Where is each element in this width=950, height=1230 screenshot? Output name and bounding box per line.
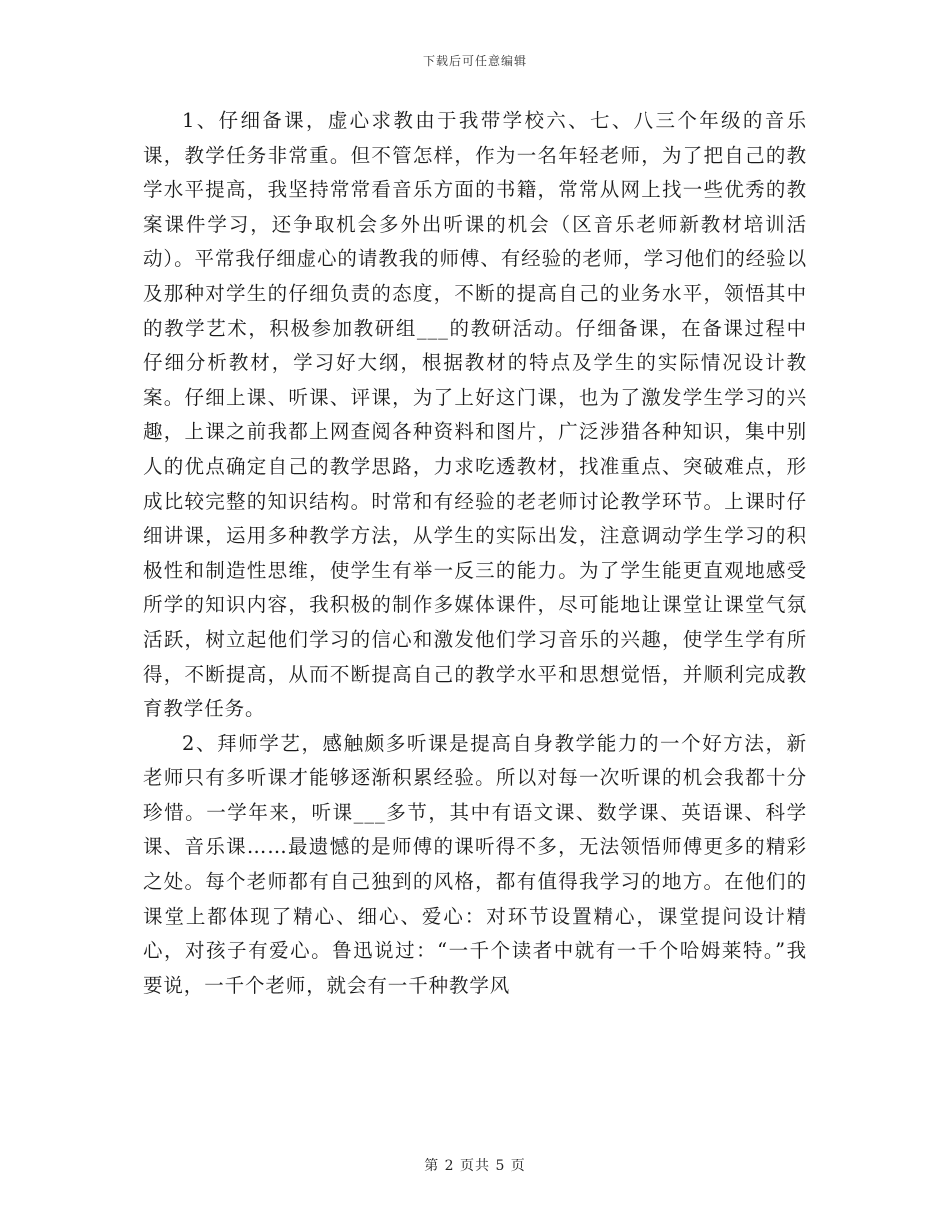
document-body bbox=[143, 104, 807, 1003]
paragraph-2: 2、拜师学艺，感触颇多听课是提高自身教学能力的一个好方法，新老师只有多听课才能够逐渐积累经验。所以对每一次听课的机会我都十分珍惜。一学年来，听课___多节，其中有语文课、数学课、英语课、科学课、音乐课……最遗憾的是师傅的课听得不多，无法领悟师傅更多的精彩之处。每个老师都有自己独到的风格，都有值得我学习的地方。在他们的课堂上都体现了精心、细心、爱心：对环节设置精心，课堂提问设计精心，对孩子有爱心。鲁迅说过：“一千个读者中就有一千个哈姆莱特。”我要说，一千个老师，就会有一千种教学风 bbox=[143, 731, 807, 997]
page-footer: 第 2 页共 5 页 bbox=[424, 1158, 526, 1174]
page-header: 下载后可任意编辑 bbox=[422, 54, 527, 68]
paragraph-1: 1、仔细备课，虚心求教由于我带学校六、七、八三个年级的音乐课，教学任务非常重。但不管怎样，作为一名年轻老师，为了把自己的教学水平提高，我坚持常常看音乐方面的书籍，常常从网上找一些优秀的教案课件学习，还争取机会多外出听课的机会（区音乐老师新教材培训活动）。平常我仔细虚心的请教我的师傅、有经验的老师，学习他们的经验以及那种对学生的仔细负责的态度，不断的提高自己的业务水平，领悟其中的教学艺术，积极参加教研组___的教研活动。仔细备课，在备课过程中仔细分析教材，学习好大纲，根据教材的特点及学生的实际情况设计教案。仔细上课、听课、评课，为了上好这门课，也为了激发学生学习的兴趣，上课之前我都上网查阅各种资料和图片，广泛涉猎各种知识，集中别人的优点确定自己的教学思路，力求吃透教材，找准重点、突破难点，形成比较完整的知识结构。时常和有经验的老老师讨论教学环节。上课时仔细讲课，运用多种教学方法，从学生的实际出发，注意调动学生学习的积极性和制造性思维，使学生有举一反三的能力。为了学生能更直观地感受所学的知识内容，我积极的制作多媒体课件，尽可能地让课堂让课堂气氛活跃，树立起他们学习的信心和激发他们学习音乐的兴趣，使学生学有所得，不断提高，从而不断提高自己的教学水平和思想觉悟，并顺利完成教育教学任务。 bbox=[143, 109, 807, 721]
